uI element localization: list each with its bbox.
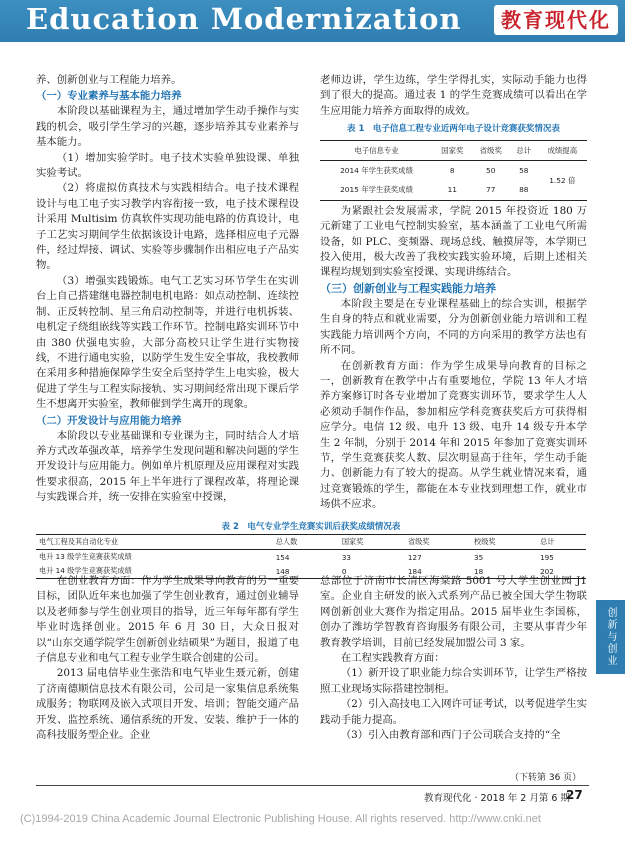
table-cell: 88 (519, 185, 529, 195)
table-row (36, 550, 586, 565)
table-header: 国家奖 (341, 537, 364, 546)
table-cell: 电升 13 级学生竞赛获奖成绩 (39, 552, 132, 561)
table-cell: 184 (407, 566, 422, 576)
table-cell: 148 (275, 566, 290, 576)
table-header: 总人数 (275, 537, 298, 546)
section-heading: （三）创新创业与工程实践能力培养 (320, 281, 496, 295)
bottom-right-column (320, 574, 587, 743)
paragraph: （3）增强实践锻炼。电气工艺实习环节学生在实训台上自己搭建继电器控制电机电路：如点动控制、连续控制、正反转控制、星三角启动控制等，并进行电机拆装、电机定子绕组嵌线等实践工作环节。控制电路实训环节中由 380 伏强电实验，大部分高校只让学生进行实物接线，不进行通电实验，以防学生发生安全事故，我校教师在采用多种措施保障学生安全后坚持学生上电实验，极大促进了学生与工程实际接轨、实习期间经常出现下课后学生不想离开实验室，教师催到学生离开的现象。 (36, 274, 299, 411)
table-cell: 33 (341, 552, 351, 562)
paragraph: 本阶段主要是在专业课程基础上的综合实训，根据学生自身的特点和就业需要，分为创新创业能力培训和工程实践能力培训两个方向，不同的方向采用的教学方法也有所不同。 (320, 297, 587, 357)
table-cell: 1.52 倍 (549, 175, 576, 185)
table-cell: 18 (474, 566, 484, 576)
table-cell: 11 (447, 185, 457, 195)
paragraph: 总部位于济南市长清区海棠路 5001 号大学生创业园 J1 室。企业自主研发的嵌入式系列产品已被全国大学生物联网创新创业大赛作为指定用品。2015 届毕业生李国栋，创办了潍坊学智教育咨询服务有限公司，主要从事青少年教育教学培训，目前已经发展加盟公司 3 家。 (320, 575, 587, 649)
table-cell: 202 (540, 566, 554, 576)
table-header: 电气工程及其自动化专业 (39, 537, 119, 546)
table-cell: 2014 年学生获奖成绩 (340, 166, 413, 176)
table-cell: 50 (486, 166, 496, 176)
table-cell: 195 (540, 552, 554, 562)
table-2-container (36, 517, 586, 579)
table-row (320, 161, 587, 181)
paragraph: （2）将虚拟仿真技术与实践相结合。电子技术课程设计与电工电子实习教学内容衔接一致，电子技术课程设计采用 Multisim 仿真软件实现功能电路的仿真设计，电子工艺实习期间学生依据该设计电路，选择相应电子元器件，经过焊接、调试、实验等步骤制作出相应电子产品实物。 (36, 182, 299, 272)
section-heading: （二）开发设计与应用能力培养 (36, 414, 182, 427)
paragraph: 在创新教育方面：作为学生成果导向教育的目标之一，创新教育在教学中占有重要地位，学院 13 年人才培养方案修订时各专业增加了竞赛实训环节，要求学生人人必须动手制作作品，参加相应学科竞赛获奖后方可获得相应学分。电信 12 级、电升 13 级、电升 14 级专升本学生 2 年制，分别于 2014 年和 2015 年参加了竞赛实训环节，学生竞赛获奖人数、层次明显高于往年，学生动手能力、创新能力有了较大的提高。从学生就业情况来看，通过竞赛锻炼的学生，都能在本专业找到理想工作，就业市场供不应求。 (320, 359, 587, 511)
table-caption: 表 1 电子信息工程专业近两年电子设计竞赛获奖情况表 (347, 124, 560, 135)
footer-divider (36, 785, 589, 786)
table-header: 省级奖 (407, 537, 430, 546)
table-cell: 35 (474, 552, 484, 562)
paragraph: 为紧跟社会发展需求，学院 2015 年投资近 180 万元新建了工业电气控制实验室，基本涵盖了工业电气所需设备，如 PLC、变频器、现场总线、触摸屏等，本学期已投入使用，极大改善了我校实践实验环境，后期上述相关课程均规划到实验室授课、实现讲练结合。 (320, 204, 587, 279)
paragraph: 老师边讲，学生边练，学生学得扎实，实际动手能力也得到了很大的提高。通过表 1 的学生竞赛成绩可以看出在学生应用能力培养方面取得的成效。 (320, 74, 587, 117)
section-side-tab: 创新与创业 (596, 600, 625, 674)
paragraph: 本阶段以基础课程为主，通过增加学生动手操作与实践的机会，吸引学生学习的兴趣，逐步培养其专业素养与基本能力。 (36, 105, 299, 149)
journal-title: Education Modernization (26, 2, 462, 36)
paragraph: 本阶段以专业基础课和专业课为主，同时结合人才培养方式改革强改革，培养学生发现问题和解决问题的学生开发设计与应用能力。例如单片机原理及应用课程对实践性要求很高，2015 年上半年进行了课程改革，将理论课与实践课合并，统一安排在实验室中授课， (36, 429, 299, 504)
table-2 (36, 534, 586, 579)
table-cell: 0 (341, 566, 347, 576)
continued-note: （下转第 36 页） (510, 773, 582, 783)
paragraph: 养、创新创业与工程能力培养。 (36, 74, 182, 86)
table-cell: 电升 14 级学生竞赛获奖成绩 (39, 566, 132, 575)
table-header: 校级奖 (474, 537, 496, 546)
table-cell: 127 (407, 552, 422, 562)
paragraph: 2013 届电信毕业生张浩和电气毕业生聂元新，创建了济南德顺信息技术有限公司，公司是一家集信息系统集成服务；物联网及嵌入式项目开发、培训；智能交通产品开发、监控系统、通信系统的开发、安装、维护于一体的高科技服务型企业。企业 (36, 667, 299, 742)
table-cell: 2015 年学生获奖成绩 (340, 185, 413, 195)
right-column (320, 73, 587, 513)
table-cell: 58 (519, 166, 529, 176)
table-cell: 77 (486, 185, 496, 195)
table-header: 总计 (540, 537, 555, 546)
paragraph: 在创业教育方面：作为学生成果导向教育的另一重要目标，团队近年来也加强了学生创业教育，通过创业辅导以及老师参与学生创业项目的指导，近三年每年都有学生毕业时选择创业。2015 年 6 月 30 日，大众日报对以“山东交通学院学生创新创业结硕果”为题目，报道了电子信息专业和电气工程专业学生联合创建的公司。 (36, 575, 299, 665)
journal-logo: 教育现代化 (494, 5, 618, 35)
table-cell: 154 (275, 552, 290, 562)
paragraph: （3）引入由教育部和西门子公司联合支持的“全 (340, 729, 561, 742)
page-number: 27 (566, 788, 583, 802)
paragraph: （1）新开设了职业能力综合实训环节，让学生严格按照工业现场实际搭建控制柜。 (320, 667, 587, 695)
table-cell: 8 (449, 166, 455, 176)
paragraph: （2）引入高技电工入网许可证考试，以考促进学生实践动手能力提高。 (320, 698, 587, 726)
table-caption: 表 2 电气专业学生竞赛实训后获奖成绩情况表 (221, 522, 401, 532)
table-header: 省级奖 (479, 145, 502, 155)
header-banner (0, 0, 625, 42)
copyright-watermark: (C)1994-2019 China Academic Journal Electronic Publishing House. All rights reserved. http://www.cnki.net (20, 813, 541, 825)
section-heading: （一）专业素养与基本能力培养 (36, 90, 182, 103)
table-1 (320, 140, 587, 201)
footer-journal: 教育现代化 · 2018 年 2 月第 6 期 (424, 793, 570, 804)
table-header: 电子信息专业 (354, 145, 399, 155)
table-header: 总计 (516, 145, 532, 155)
bottom-left-column (36, 574, 299, 743)
paragraph: （1）增加实验学时。电子技术实验单独设课、单独实验考试。 (36, 151, 299, 180)
table-header: 国家奖 (441, 145, 464, 155)
table-header: 成绩提高 (547, 145, 578, 155)
left-column (36, 73, 299, 506)
paragraph: 在工程实践教育方面： (340, 652, 445, 665)
